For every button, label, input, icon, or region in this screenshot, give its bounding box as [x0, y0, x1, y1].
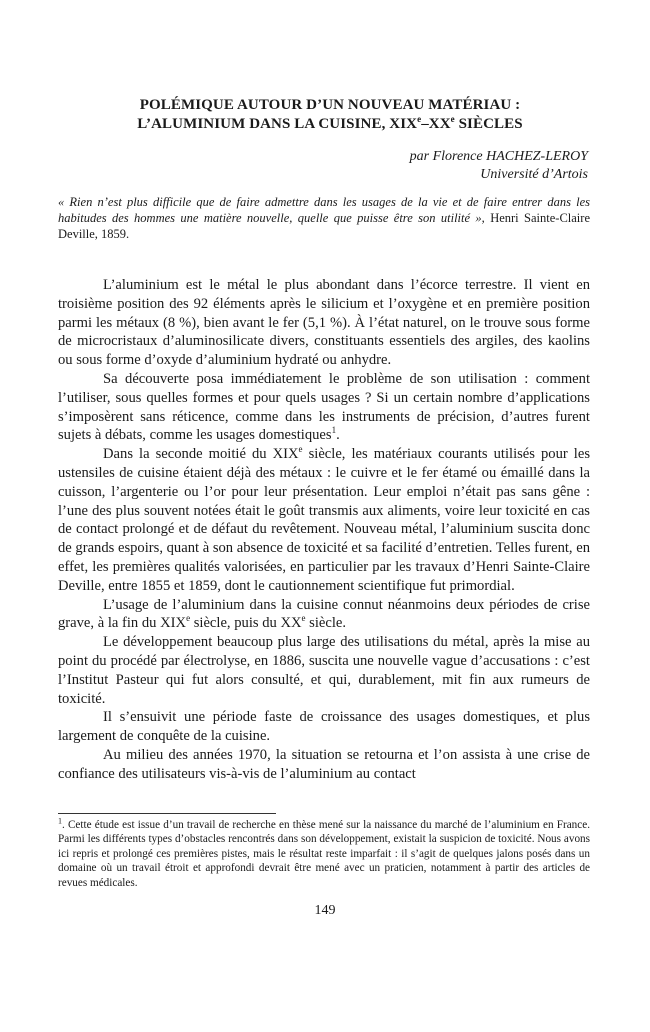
epigraph-attribution: Henri Sainte-Claire Deville, 1859. — [58, 211, 590, 241]
paragraph-4-superscript-1: e — [186, 613, 191, 624]
paragraph-4-superscript-2: e — [301, 613, 306, 624]
paragraph-2-end: . — [336, 427, 340, 444]
paragraph-3 — [58, 445, 590, 595]
paragraph-6: Il s’ensuivit une période faste de croissance des usages domestiques, et plus largement de conquête de la cuisine. — [58, 709, 590, 745]
epigraph — [58, 194, 590, 242]
paragraph-3-superscript: e — [298, 444, 303, 455]
title-line-1: POLÉMIQUE AUTOUR D’UN NOUVEAU MATÉRIAU : — [139, 97, 521, 113]
paragraph-5: Le développement beaucoup plus large des utilisations du métal, après la mise au point du procédé par électrolyse, en 1886, suscita une nouvelle vague d’accusations : c’est l’Institut Pasteur qui fut alors consulté, et qui, durablement, mit fin aux rumeurs de toxicité. — [58, 634, 590, 707]
title-line-2 — [60, 115, 600, 134]
author-name: par Florence HACHEZ-LEROY — [409, 149, 588, 164]
title-line-2-prefix: L’ALUMINIUM DANS LA CUISINE, XIX — [137, 116, 418, 132]
paragraph-4-end: siècle. — [305, 615, 347, 632]
paragraph-4-start: L’usage de l’aluminium dans la cuisine connut néanmoins deux périodes de crise grave, à la fin du XIX — [58, 596, 590, 632]
paragraph-2 — [58, 370, 590, 445]
article-body — [58, 276, 590, 784]
footnote-reference: 1 — [331, 425, 337, 436]
title-line-2-mid: –XX — [421, 116, 451, 132]
byline — [188, 148, 588, 184]
paragraph-4 — [58, 596, 590, 634]
paragraph-7: Au milieu des années 1970, la situation se retourna et l’on assista à une crise de confiance des utilisateurs vis-à-vis de l’aluminium au contact — [58, 746, 590, 782]
article-title — [60, 96, 600, 134]
page-number: 149 — [314, 903, 336, 918]
footnote — [58, 818, 590, 890]
title-superscript-2: e — [450, 114, 455, 124]
author-affiliation: Université d’Artois — [480, 167, 588, 182]
footnote-divider — [58, 813, 276, 814]
paragraph-3-start: Dans la seconde moitié du XIX — [103, 446, 299, 463]
epigraph-quote: « Rien n’est plus difficile que de faire admettre dans les usages de la vie et de faire entrer dans les habitudes des hommes une matière nouvelle, quelle que puisse être son utilité », — [58, 195, 590, 225]
footnote-mark: 1 — [58, 816, 62, 826]
footnote-text: . Cette étude est issue d’un travail de recherche en thèse mené sur la naissance du marché de l’aluminium en France. Parmi les différents types d’obstacles rencontrés dans son développement, existait la suspicion de toxicité. Nous avons ici repris et prolongé ces premières pistes, mais le résultat reste imparfait : il s’agit de quelques jalons posés dans un domaine où un travail étroit et approfondi devrait être mené avec un praticien, notamment à partir des articles de revues médicales. — [58, 819, 590, 889]
paragraph-4-mid: siècle, puis du XX — [190, 615, 302, 632]
paragraph-2-text: Sa découverte posa immédiatement le problème de son utilisation : comment l’utiliser, sous quelles formes et pour quels usages ? Si un certain nombre d’applications s’imposèrent sans réticence, comme dans les instruments de précision, d’autres furent sujets à débats, comme les usages domestiques — [58, 370, 590, 444]
title-superscript-1: e — [417, 114, 422, 124]
title-line-2-suffix: SIÈCLES — [454, 116, 523, 132]
paragraph-3-rest: siècle, les matériaux courants utilisés pour les ustensiles de cuisine étaient déjà des métaux : le cuivre et le fer étamé ou émaillé dans la cuisson, l’argenterie ou l’or pour leur présentation. Leur emploi n’était pas sans gêne : l’une des plus souvent notées était le goût transmis aux aliments, voire leur toxicité en cas de contact prolongé et de défaut du revêtement. Nouveau métal, l’aluminium suscita donc de grands espoirs, quant à son absence de toxicité et sa facilité d’entretien. Telles furent, en effet, les premières qualités valorisées, en particulier par les travaux d’Henri Sainte-Claire Deville, entre 1855 et 1859, dont le cautionnement scientifique fut primordial. — [58, 446, 590, 594]
paragraph-1: L’aluminium est le métal le plus abondant dans l’écorce terrestre. Il vient en troisième position des 92 éléments après le silicium et l’oxygène et en première position parmi les métaux (8 %), bien avant le fer (5,1 %). À l’état naturel, on le trouve sous forme de microcristaux d’aluminosilicate divers, constituants essentiels des argiles, des kaolins ou sous forme d’oxyde d’aluminium hydraté ou anhydre. — [58, 277, 590, 369]
